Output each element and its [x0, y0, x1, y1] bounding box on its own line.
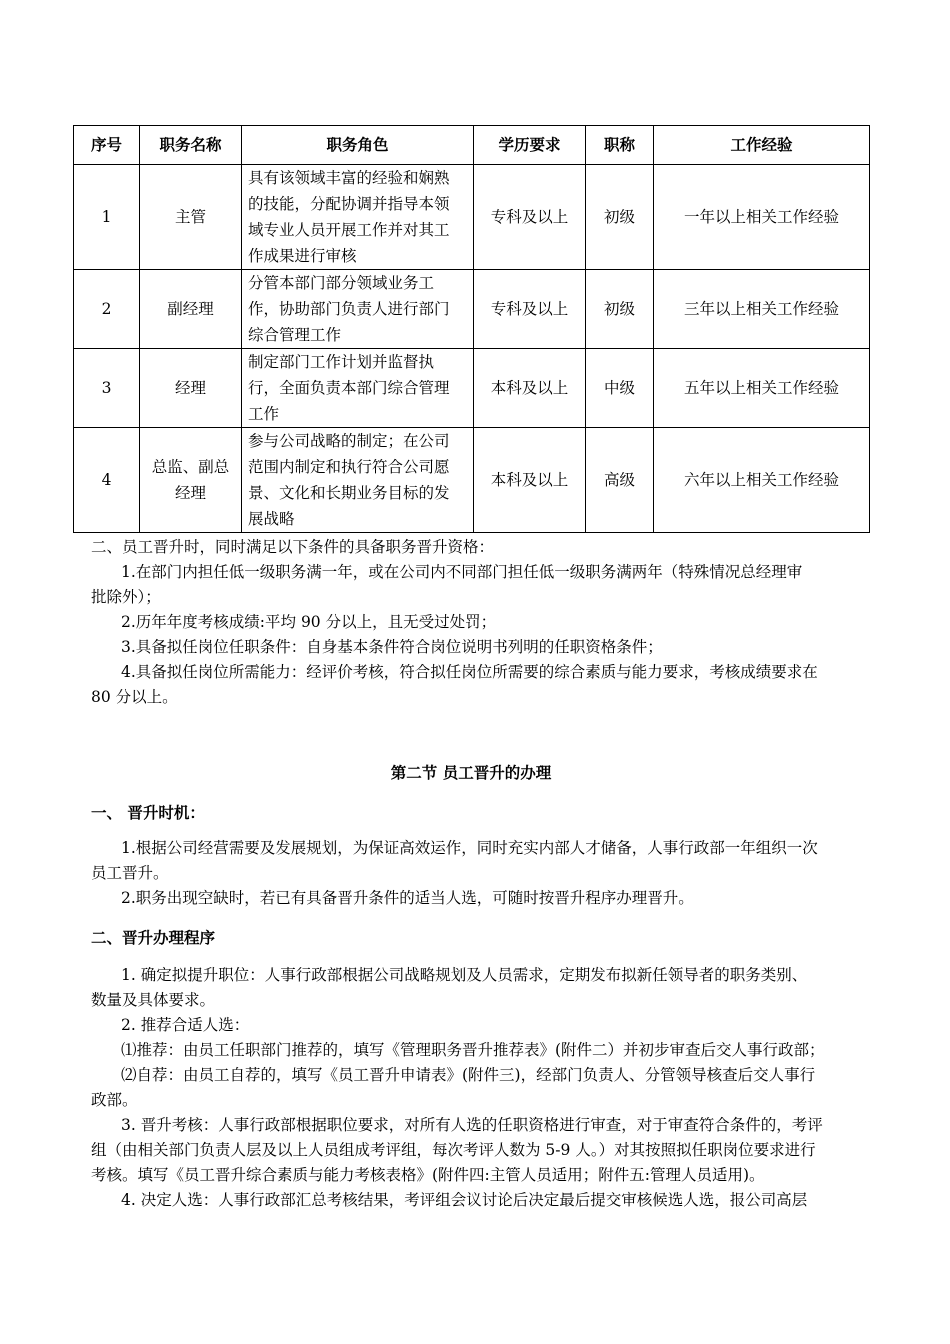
- section2-item3: 3.具备拟任岗位任职条件：自身基本条件符合岗位说明书列明的任职资格条件；: [121, 638, 663, 656]
- cell-title: 主管: [140, 165, 242, 270]
- role-line: 范围内制定和执行符合公司愿: [248, 458, 450, 476]
- cell-title: [140, 428, 242, 533]
- part2-step2-recommend: ⑴推荐：由员工任职部门推荐的，填写《管理职务晋升推荐表》(附件二）并初步审查后交人事行政部；: [121, 1041, 825, 1059]
- table-row: [74, 165, 870, 270]
- cell-role: [242, 428, 474, 533]
- title-line: 总监、副总: [151, 458, 230, 476]
- role-line: 的技能，分配协调并指导本领: [248, 195, 450, 213]
- cell-experience: 五年以上相关工作经验: [654, 349, 870, 428]
- cell-experience: 三年以上相关工作经验: [654, 270, 870, 349]
- cell-no: 1: [74, 165, 140, 270]
- cell-title: 副经理: [140, 270, 242, 349]
- part2-step4: 4. 决定人选：人事行政部汇总考核结果，考评组会议讨论后决定最后提交审核候选人选，报公司高层: [121, 1191, 808, 1209]
- role-line: 作，协助部门负责人进行部门: [248, 300, 450, 318]
- role-line: 域专业人员开展工作并对其工: [248, 221, 450, 239]
- section2-heading: 二、员工晋升时，同时满足以下条件的具备职务晋升资格：: [91, 538, 495, 556]
- header-role: 职务角色: [242, 126, 474, 165]
- cell-rank: 高级: [586, 428, 654, 533]
- table-row: [74, 428, 870, 533]
- cell-role: [242, 349, 474, 428]
- part2-step1-line2: 数量及具体要求。: [91, 991, 216, 1009]
- cell-title: 经理: [140, 349, 242, 428]
- header-title: 职务名称: [140, 126, 242, 165]
- section2-item2: 2.历年年度考核成绩:平均 90 分以上，且无受过处罚；: [121, 613, 497, 631]
- part1-p1-line1: 1.根据公司经营需要及发展规划，为保证高效运作，同时充实内部人才储备，人事行政部一年组织一次: [121, 839, 818, 857]
- role-line: 行，全面负责本部门综合管理: [248, 379, 450, 397]
- part2-step3-line3: 考核。填写《员工晋升综合素质与能力考核表格》(附件四:主管人员适用；附件五:管理人员适用)。: [91, 1166, 765, 1184]
- part2-step1-line1: 1. 确定拟提升职位：人事行政部根据公司战略规划及人员需求，定期发布拟新任领导者的职务类别、: [121, 966, 808, 984]
- section2-item4-line1: 4.具备拟任岗位所需能力：经评价考核，符合拟任岗位所需要的综合素质与能力要求，考核成绩要求在: [121, 663, 818, 681]
- cell-experience: 一年以上相关工作经验: [654, 165, 870, 270]
- role-line: 参与公司战略的制定；在公司: [248, 432, 450, 450]
- table-header-row: [74, 126, 870, 165]
- cell-experience: 六年以上相关工作经验: [654, 428, 870, 533]
- part1-p1-line2: 员工晋升。: [91, 864, 169, 882]
- part2-step2-self-line1: ⑵自荐：由员工自荐的，填写《员工晋升申请表》(附件三)，经部门负责人、分管领导核查后交人事行: [121, 1066, 816, 1084]
- section2-item1-line1: 1.在部门内担任低一级职务满一年，或在公司内不同部门担任低一级职务满两年（特殊情况总经理审: [121, 563, 803, 581]
- table-row: [74, 349, 870, 428]
- part1-p2: 2.职务出现空缺时，若已有具备晋升条件的适当人选，可随时按晋升程序办理晋升。: [121, 889, 694, 907]
- table-row: [74, 270, 870, 349]
- cell-rank: 中级: [586, 349, 654, 428]
- cell-role: [242, 165, 474, 270]
- role-line: 制定部门工作计划并监督执: [248, 353, 435, 371]
- role-line: 具有该领域丰富的经验和娴熟: [248, 169, 450, 187]
- cell-education: 专科及以上: [474, 270, 586, 349]
- cell-role: [242, 270, 474, 349]
- header-education: 学历要求: [474, 126, 586, 165]
- part2-step3-line2: 组（由相关部门负责人层及以上人员组成考评组，每次考评人数为 5-9 人。）对其按照拟任职岗位要求进行: [91, 1141, 816, 1159]
- chapter-title: 第二节 员工晋升的办理: [390, 763, 552, 782]
- position-requirements-table: [73, 125, 870, 533]
- part2-heading: 二、晋升办理程序: [91, 928, 216, 947]
- part1-heading: 一、 晋升时机：: [91, 803, 205, 822]
- header-rank: 职称: [586, 126, 654, 165]
- cell-no: 2: [74, 270, 140, 349]
- part2-step2: 2. 推荐合适人选：: [121, 1016, 250, 1034]
- section2-item4-line2: 80 分以上。: [91, 688, 178, 706]
- cell-education: 本科及以上: [474, 428, 586, 533]
- title-line: 经理: [174, 484, 206, 502]
- role-line: 工作: [248, 405, 280, 423]
- role-line: 分管本部门部分领域业务工: [248, 274, 435, 292]
- cell-rank: 初级: [586, 270, 654, 349]
- section2-item1-line2: 批除外）；: [91, 588, 161, 606]
- cell-no: 3: [74, 349, 140, 428]
- cell-no: 4: [74, 428, 140, 533]
- cell-rank: 初级: [586, 165, 654, 270]
- role-line: 展战略: [248, 510, 295, 528]
- cell-education: 本科及以上: [474, 349, 586, 428]
- role-line: 综合管理工作: [248, 326, 342, 344]
- role-line: 作成果进行审核: [248, 247, 357, 265]
- role-line: 景、文化和长期业务目标的发: [248, 484, 450, 502]
- cell-education: 专科及以上: [474, 165, 586, 270]
- header-no: 序号: [74, 126, 140, 165]
- part2-step3-line1: 3. 晋升考核：人事行政部根据职位要求，对所有人选的任职资格进行审查，对于审查符合条件的，考评: [121, 1116, 823, 1134]
- part2-step2-self-line2: 政部。: [91, 1091, 138, 1109]
- header-experience: 工作经验: [654, 126, 870, 165]
